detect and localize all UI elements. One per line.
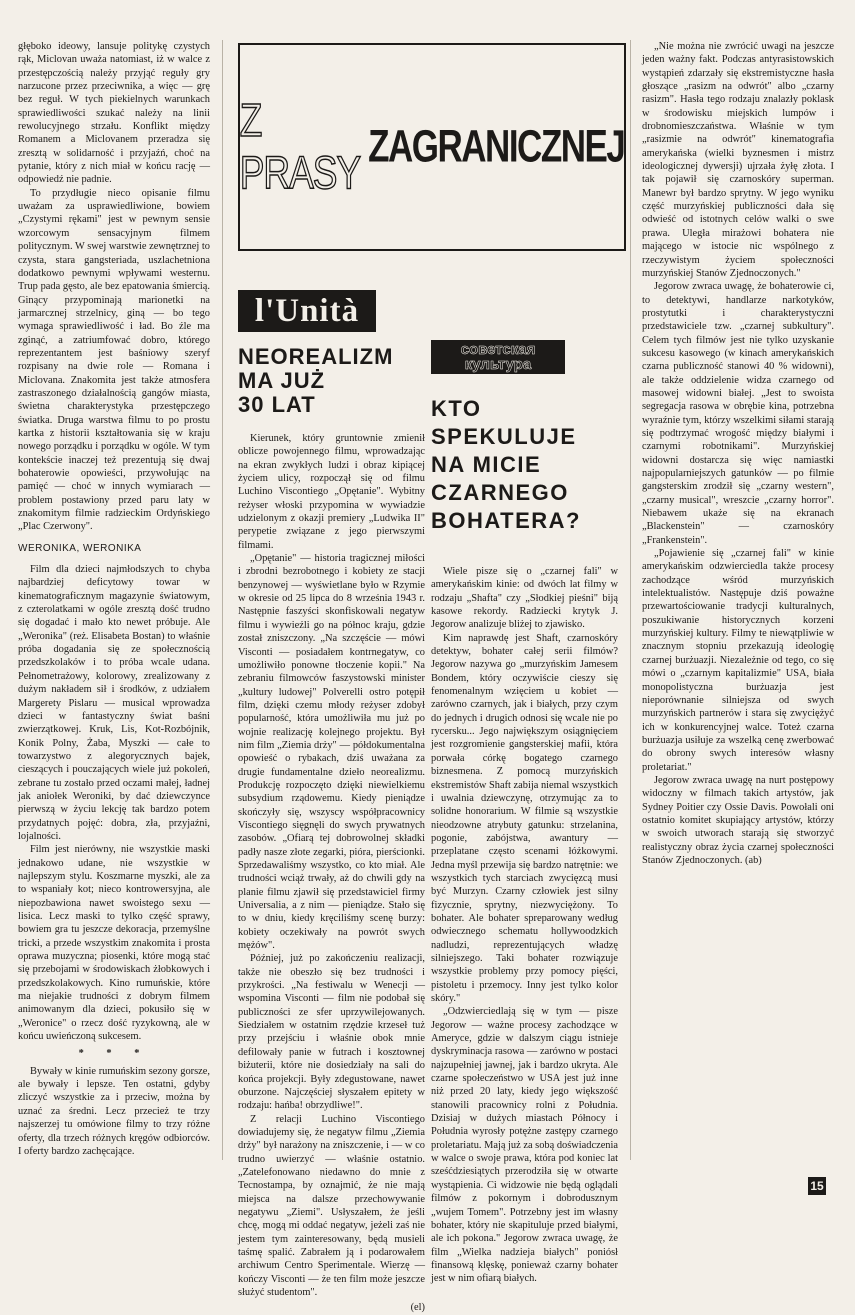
article-headline: KTO SPEKULUJE NA MICIE CZARNEGO BOHATERA? bbox=[431, 396, 581, 533]
logo-line-2: культура bbox=[464, 356, 532, 373]
article-signature: (el) bbox=[410, 1302, 425, 1314]
paragraph: Film jest nierówny, nie wszystkie maski jednakowo udane, nie wszystkie w najlepszym stylu. Koszmarne myszki, ale za to wspaniały kot; nieco kontrowersyjna, ale niepozbawiona nawet swoistego sexu — lisica. Lecz maski to tylko część sprawy, bowiem gra tu jeszcze dekoracja, przemyślne tricki, a przede wszystkim znakomita i prosta oprawa muzyczna; piosenki, które mogą stać się przebojami w środowiskach żłobkowych i przedszkolakowych. Kino rumuńskie, które ma niejakie trudności z dobrym filmem animowanym dla dzieci, pokusiło się w „Weronice" o rzecz dość ryzykowną, ale w końcu uwieńczoną sukcesem. bbox=[18, 844, 210, 1043]
paragraph: To przydługie nieco opisanie filmu uważam za usprawiedliwione, bowiem „Czystymi rękami" jest w pewnym sensie wzorcowym sensacyjnym filmem politycznym. W swej warstwie zewnętrznej to czysta, stara gangsteriada, uszlachetniona dodatkowo pewnymi wpływami westernu. Trup pada gęsto, ale bez epatowania śmiercią. Ginący przypominają marionetki na jarmarcznej strzelnicy, giną — bo tego wymaga sprawiedliwość i ład. Bo źle ma zginąć, a zatriumfować dobro, którego reprezentantem jest baśniowy szeryf rozpisany na dwie role — Romana i Miclovana. Znakomita jest także atmosfera zastraszonego działalnością gangów miasta, świetna charakterystyka przestępczego światka. Druga warstwa filmu to po prostu kartka z historii kształtowania się w kraju nowego porządku i porządku w ogóle. W tym kontekście inaczej też prezentują się dwaj bohaterowie opowieści, przywołując na pamięć — choć w innych wymiarach — problem postawiony przed paru laty w znakomitym filmie radzieckim Ordyńskiego „Plac Czerwony". bbox=[18, 187, 210, 533]
paragraph: Z relacji Luchino Viscontiego dowiadujemy się, że negatyw filmu „Ziemia drży" był narażony na zniszczenie, i — w co trudno uwierzyć — właśnie ostatnio. „Zatelefonowano niedawno do mnie z Tecnostampa, by oznajmić, że nie mają miejsca na dalsze przechowywanie negatywu „Ziemi". Usłyszałem, że jeśli chcę, mogą mi oddać negatyw, jeżeli zaś nie jestem tym zainteresowany, będą musieli taśmę spalić. Zabrałem ją i podarowałem archiwum Centro Sperimentale. Wierzę — kończy Visconti — że ten film może jeszcze służyć studentom". bbox=[238, 1113, 425, 1298]
page-number: 15 bbox=[808, 1177, 826, 1195]
paragraph: głęboko ideowy, lansuje politykę czystych rąk, Miclovan uważa natomiast, iż w walce z przestępczością należy przyjąć reguły gry narzucone przez przeciwnika, a więc — grę bez reguł. W tych piekielnych warunkach sprawiedliwości szukać należy na linii rewolucyjnego strzału. Konflikt między Romanem a Miclovanem przeradza się zresztą w solidarność i przyjaźń, choć na pytanie, który z nich miał w końcu rację — odpowiedź nie padnie. bbox=[18, 41, 210, 186]
column-left bbox=[18, 40, 210, 1200]
column-divider bbox=[222, 40, 223, 1160]
section-masthead bbox=[238, 43, 626, 251]
paragraph: „Opętanie" — historia tragicznej miłości i zbrodni bezrobotnego i kobiety ze stacji benzynowej — wyświetlane było w Rzymie w okresie od 25 lipca do 8 września 1943 r. Następnie faszyści skonfiskowali negatyw filmu i wywieźli go na północ kraju, gdzie został zniszczony. „Na szczęście — mówi Visconti — posiadałem kontrnegatyw, co umożliwiło ponowne tłoczenie kopii." Na zebraniu filmowców faszystowski minister „kultury ludowej" Polverelli ostro potępił film, dzięki czemu młody reżyser zdobył popularność, która umożliwiła mu już po wojnie realizację kolejnego projektu. Był nim film „Ziemia drży" — półdokumentalna opowieść o rybakach, dziś uważana za drugie fundamentalne dzieło neorealizmu. Produkcję rozpoczęto dzięki niewielkiemu subsydium rządowemu. Kiedy pieniądze skończyły się, wszyscy współpracownicy Viscontiego sięgnęli do swych prywatnych zasobów. „Ofiarą tej dobrowolnej składki padły nasze złote zegarki, pióra, pierścionki. Sprzedawaliśmy wszystko, co kto miał. Ale trudności wciąż trwały, aż do chwili gdy na planie filmu zjawił się przedstawiciel firmy Universalia, a z nim — pieniądze. Stało się to w dniu, kiedy kręciliśmy scenę burzy: kobiety oczekiwały na powrót swych mężów". bbox=[238, 553, 425, 952]
paragraph: Wiele pisze się o „czarnej fali" w amerykańskim kinie: od dwóch lat filmy w rodzaju „Shafta" czy „Słodkiej pieśni" biją kasowe rekordy. Radziecki krytyk J. Jegorow analizuje bliżej to zjawisko. bbox=[431, 566, 618, 631]
paragraph: Film dla dzieci najmłodszych to chyba najbardziej deficytowy towar w kinematograficznym magazynie światowym, z czterolatkami w ogóle zresztą dość trudno się dogadać i mało kto newet próbuje. Ale „Weronika" (reż. Elisabeta Bostan) to właśnie próba dogadania się ze społecznością przedszkolaków i to próba wcale udana. Pełnometrażowy, kolorowy, zrealizowany z dużym nakładem sił i środków, z udziałem Margerety Pislaru — musical wprowadza dzieci w fantastyczny świat baśni zwierzątkowej. Kruk, Lis, Kot-Rozbójnik, Konik Polny, Żaba, Myszki — całe to towarzystwo z alegorycznych bajek, cieszących i pouczających wiele już pokoleń, zebrane tu zostało przed oczami małej, ładnej jak aniołek Weroniki, by dać dziewczynce pierwszą w życiu lekcję tak bardzo potem przydatnych pojęć: dobra, zła, przyjaźni, lojalności. bbox=[18, 564, 210, 842]
column-center-left bbox=[238, 432, 425, 1314]
paragraph: Bywały w kinie rumuńskim sezony gorsze, ale bywały i lepsze. Ten ostatni, gdyby zliczyć wszystkie za i przeciw, można by uznać za średni. Lecz przecież te trzy najszerzej tu omówione filmy to trzy różne oferty, dla trzech różnych kręgów odbiorców. I oferty bardzo zachęcające. bbox=[18, 1065, 210, 1157]
unita-logo: l'Unità bbox=[238, 290, 376, 332]
column-right bbox=[642, 40, 834, 1165]
paragraph: „Pojawienie się „czarnej fali" w kinie amerykańskim odzwierciedla także procesy zachodzące wśród murzyńskich intelektualistów. Następuje dziś poważne przewartościowanie tradycji kulturalnych, poszukiwanie historycznych korzeni murzyńskiej kultury. Filmy te niewątpliwie w znacznym stopniu przekazują ideologię czarnej burżuazji. Niezależnie od tego, co się mówi o „czarnym kapitalizmie" USA, biała monopolistyczna burżuazja jest nieporównanie silniejsza od swych murzyńskich partnerów i stara się zwyciężyć ich w konkurencyjnej walce. Toteż czarna burżuazja usiłuje za wszelką cenę zwerbować do obrony swych interesów własny proletariat." bbox=[642, 548, 834, 773]
section-separator: * * * bbox=[78, 1048, 150, 1060]
section-subhead: WERONIKA, WERONIKA bbox=[18, 542, 142, 554]
masthead-outline-text: Z PRASY bbox=[239, 94, 361, 199]
column-divider bbox=[630, 40, 631, 1160]
paragraph: Jegorow zwraca uwagę, że bohaterowie ci, to detektywi, handlarze narkotyków, prostytutki i charakterystyczni przedstawiciele tzw. „czarnej subkultury". Celem tych filmów jest nie tylko uzyskanie sukcesu kasowego (w kinach amerykańskich czarna publiczność stanowi 40 % widowni), ale także oddzielenie widza czarnego od masowej widowni białej. „Jest to swoista segregacja rasowa w obrębie kina, potrzebna wyraźnie tym, którzy wszelkimi siłami starają się podtrzymać wrogość między białymi i czarnymi robotnikami". Murzyńskiej widowni dostarcza się więc namiastki najpopularniejszych gatunków — po filmie gangsterskim zrodził się „czarny western", „czarny musical", wreszcie „czarny horror". Niebawem ukaże się na ekranach „Blackenstein" — czarnoskóry „Frankenstein". bbox=[642, 281, 834, 546]
paragraph: Kierunek, który gruntownie zmienił oblicze powojennego filmu, wprowadzając na ekran zwykłych ludzi i obraz kipiącej życiem ulicy, rozpoczął się od filmu Luchino Viscontiego „Opętanie". Wybitny reżyser włoski przypomina w wywiadzie udzielonym z okazji premiery „Ludwika II" perypetie związane z jego pierwszymi filmami. bbox=[238, 433, 425, 551]
logo-line-1: советская bbox=[460, 341, 536, 358]
paragraph: Jegorow zwraca uwagę na nurt postępowy widoczny w filmach takich artystów, jak Sydney Poitier czy Ossie Davis. Powołali oni ostatnio komitet skupiający artystów, którzy w swoich utworach starają się stworzyć realistyczny obraz życia czarnej społeczności Stanów Zjednoczonych. (ab) bbox=[642, 774, 834, 866]
column-center-right bbox=[431, 565, 618, 1285]
article-headline: NEOREALIZM MA JUŻ 30 LAT bbox=[238, 344, 394, 417]
masthead-bold-text: ZAGRANICZNEJ bbox=[368, 121, 625, 172]
paragraph: Kim naprawdę jest Shaft, czarnoskóry detektyw, bohater całej serii filmów? Jegorow nazywa go „murzyńskim Jamesem Bondem, który oczywiście cieszy się fenomenalnym wzięciem u kobiet — zarówno czarnych, jak i białych, przy czym do jednych i drugich odnosi się wcale nie po rycersku... Jego największym osiągnięciem jest rozgromienie gangsterskiej mafii, która porwała córkę bogatego czarnego biznesmena. Z pomocą murzyńskich ekstremistów Shaft zabija niemal wszystkich i uwalnia dziewczynę, otrzymując za to solidne honorarium. W filmie są wszystkie nieodzowne atrybuty gatunku: strzelanina, pogonie, zabójstwa, awantury — przeplatane często scenami łóżkowymi. Jedna myśl przewija się bardzo natrętnie: we wszystkich tych starciach zwycięzcą musi być Murzyn. Czarny człowiek jest silny fizycznie, sprytny, niezwyciężony. To bohater. Ale bohater spreparowany według odwiecznego schematu hollywoodzkich nadludzi, reprezentujących władzę silniejszego. Taki bohater rozwiązuje wszystkie problemy przy pomocy pięści, pistoletu i przemocy. Inny jest tylko kolor skóry." bbox=[431, 632, 618, 1004]
paragraph: Później, już po zakończeniu realizacji, także nie obeszło się bez trudności i przykrości. „Na festiwalu w Wenecji — wspomina Visconti — film nie podobał się publiczności ze sfer uprzywilejowanych. Siedziałem w ostatnim rzędzie krzeseł tuż przy przejściu i właśnie obok mnie defilowały panie w futrach i kosztownej biżuterii, które nie dosiedziały na sali do końca projekcji. Były zdegustowane, nawet oburzone. Najczęściej słyszałem epitety w rodzaju: hańba! obrzydliwe!". bbox=[238, 953, 425, 1112]
paragraph: „Nie można nie zwrócić uwagi na jeszcze jeden ważny fakt. Podczas antyrasistowskich wystąpień zdarzały się ekstremistyczne hasła głoszące „rasizm na odwrót" albo „czarny rasizm". Hasła tego rodzaju znalazły poklask w środowisku miejskich lumpów i drobnomieszczaństwa. Właśnie w tym „rasizmie na odwrót" kinematografia amerykańska (wielki byznesmen i mistrz ideologicznej dywersji) ujrzała żyłę złota. I tak pojawił się czarnoskóry superman. Manewr był bardzo sprytny. W jego wyniku część murzyńskiej publiczności dała się odwieść od istotnych celów walki o swe prawa. Uległa mirażowi bohatera nie mającego w istocie nic wspólnego z rzeczywistym życiem społeczności murzyńskiej Stanów Zjednoczonych." bbox=[642, 41, 834, 279]
sovetskaya-kultura-logo bbox=[431, 340, 565, 374]
paragraph: „Odzwierciedlają się w tym — pisze Jegorow — ważne procesy zachodzące w Ameryce, gdzie w dalszym ciągu istnieje dyskryminacja rasowa — zarówno w postaci najzupełniej jawnej, jak i bardzo ukryta. Ale czarne społeczeństwo w USA jest już inne niż przed 20 laty, kiedy jego większość stanowili pracownicy rolni z Południa. Dzisiaj w dużych miastach Północy i Południa wyrosły potężne zastępy czarnego proletariatu. Mają już za sobą doświadczenia w walce o swoje prawa, która pod koniec lat sześćdziesiątych przerodziła się w otwarte wystąpienia. Ci widzowie nie będą oglądali filmów z pokornym i dobrodusznym „wujem Tomem". Potrzebny jest im własny bohater, który nie skapituluje przed białymi, ale ich pokona." Jegorow zwraca uwagę, że film „Wielka nadzieja białych" poniósł finansową klęskę, ponieważ czarny bohater jest w nim ofiarą białych. bbox=[431, 1006, 618, 1285]
